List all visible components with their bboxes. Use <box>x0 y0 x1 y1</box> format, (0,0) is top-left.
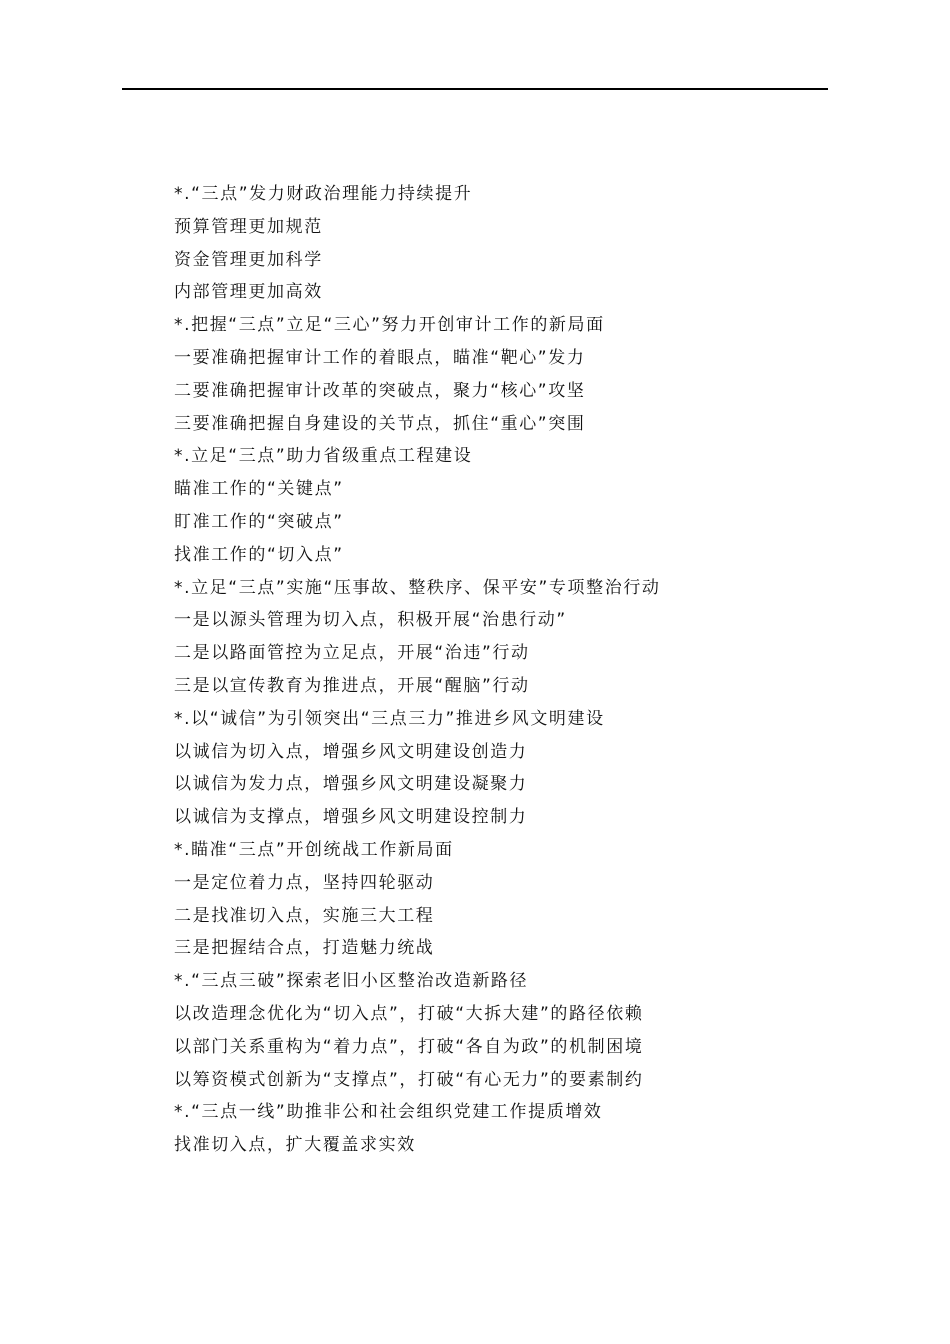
heading-line: *.以“诚信”为引领突出“三点三力”推进乡风文明建设 <box>174 708 605 729</box>
body-line: 以诚信为切入点，增强乡风文明建设创造力 <box>174 741 528 762</box>
heading-line: *.瞄准“三点”开创统战工作新局面 <box>174 839 454 860</box>
body-line: 以诚信为发力点，增强乡风文明建设凝聚力 <box>174 774 528 795</box>
body-line: 预算管理更加规范 <box>174 216 323 237</box>
body-line: 找准切入点，扩大覆盖求实效 <box>174 1135 416 1156</box>
body-line: 盯准工作的“突破点” <box>174 511 344 532</box>
body-line: 三是以宣传教育为推进点，开展“醒脑”行动 <box>174 675 530 696</box>
heading-line: *.把握“三点”立足“三心”努力开创审计工作的新局面 <box>174 315 605 336</box>
body-line: 资金管理更加科学 <box>174 249 323 270</box>
heading-line: *.“三点一线”助推非公和社会组织党建工作提质增效 <box>174 1102 603 1123</box>
heading-line: *.立足“三点”实施“压事故、整秩序、保平安”专项整治行动 <box>174 577 661 598</box>
heading-line: *.立足“三点”助力省级重点工程建设 <box>174 446 473 467</box>
body-line: 内部管理更加高效 <box>174 282 323 303</box>
body-line: 以诚信为支撑点，增强乡风文明建设控制力 <box>174 807 528 828</box>
heading-line: *.“三点”发力财政治理能力持续提升 <box>174 184 473 204</box>
body-line: 一是定位着力点，坚持四轮驱动 <box>174 872 435 893</box>
body-line: 以筹资模式创新为“支撑点”，打破“有心无力”的要素制约 <box>174 1069 644 1090</box>
heading-line: *.“三点三破”探索老旧小区整治改造新路径 <box>174 971 529 992</box>
document-body <box>174 178 661 1162</box>
body-line: 二要准确把握审计改革的突破点，聚力“核心”攻坚 <box>174 380 586 401</box>
body-line: 一是以源头管理为切入点，积极开展“治患行动” <box>174 610 567 631</box>
body-line: 三要准确把握自身建设的关节点，抓住“重心”突围 <box>174 413 586 434</box>
body-line: 瞄准工作的“关键点” <box>174 479 344 500</box>
body-line: 找准工作的“切入点” <box>174 544 344 565</box>
body-line: 一要准确把握审计工作的着眼点，瞄准“靶心”发力 <box>174 347 586 368</box>
body-line: 二是找准切入点，实施三大工程 <box>174 905 435 926</box>
body-line: 三是把握结合点，打造魅力统战 <box>174 938 435 959</box>
body-line: 以部门关系重构为“着力点”，打破“各自为政”的机制困境 <box>174 1036 644 1057</box>
body-line: 以改造理念优化为“切入点”，打破“大拆大建”的路径依赖 <box>174 1003 644 1024</box>
body-line: 二是以路面管控为立足点，开展“治违”行动 <box>174 643 530 664</box>
header-rule <box>122 88 828 90</box>
